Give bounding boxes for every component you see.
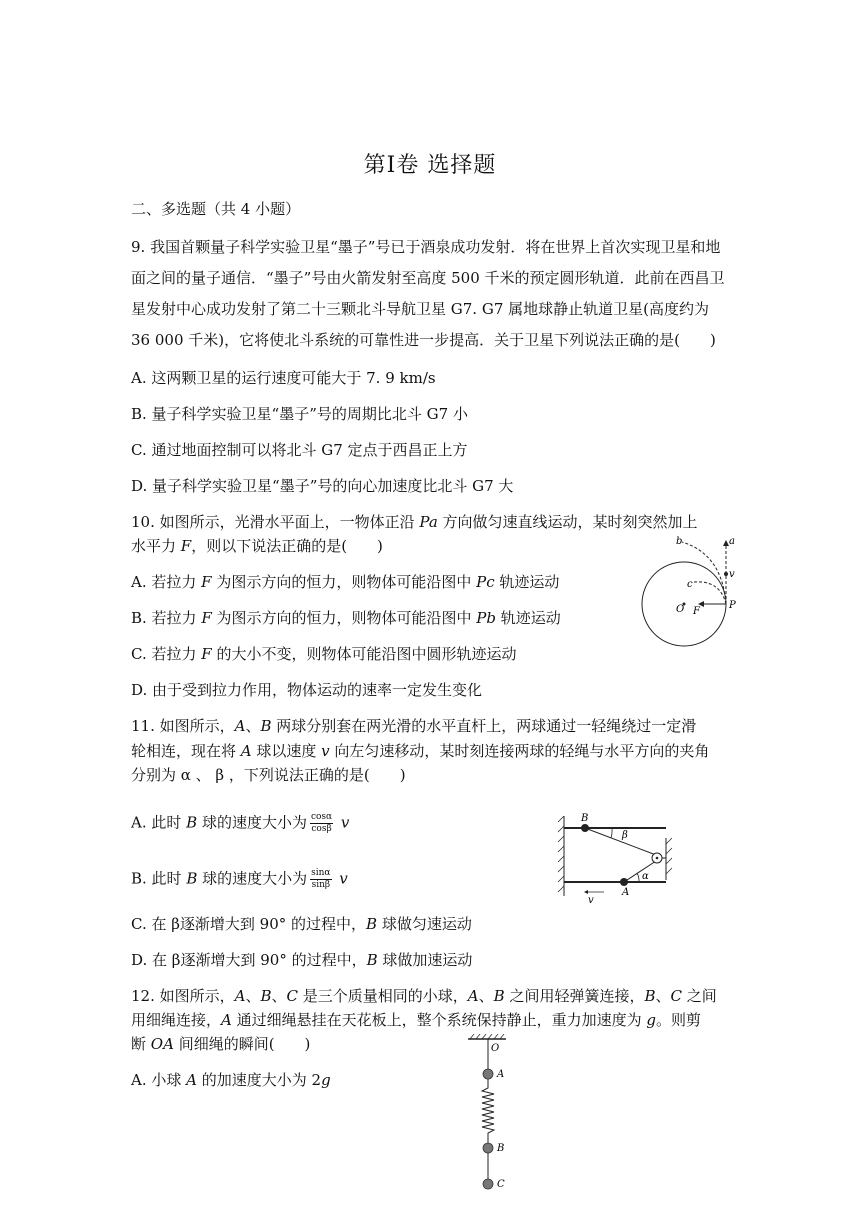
q11-stem-line1: 11. 如图所示，A、B 两球分别套在两光滑的水平直杆上，两球通过一轻绳绕过一定滑 (131, 717, 697, 735)
right-wall-hatch (666, 838, 672, 874)
q9-option-d: D. 量子科学实验卫星“墨子”号的向心加速度比北斗 G7 大 (131, 477, 514, 495)
ball-a (483, 1069, 493, 1079)
q10-stem-line1: 10. 如图所示，光滑水平面上，一物体正沿 Pa 方向做匀速直线运动，某时刻突然加上 (131, 513, 698, 531)
q10-option-a: A. 若拉力 F 为图示方向的恒力，则物体可能沿图中 Pc 轨迹运动 (131, 573, 560, 591)
q12-stem-line2: 用细绳连接，A 通过细绳悬挂在天花板上，整个系统保持静止，重力加速度为 g。则剪 (131, 1011, 702, 1029)
q12-stem-line3: 断 OA 间细绳的瞬间( ) (131, 1035, 311, 1053)
rope-b-pulley (585, 828, 656, 855)
fraction-b: $\frac{\sin\alpha}{\sin\beta}$ (311, 868, 331, 890)
q11-option-c: C. 在 β逐渐增大到 90° 的过程中，B 球做匀速运动 (131, 915, 472, 933)
path-pb (682, 542, 726, 604)
q11-stem-line3: 分别为 α 、 β ，下列说法正确的是( ) (131, 766, 406, 784)
label-b: b (676, 536, 683, 547)
label-c: c (687, 579, 693, 590)
label-c: C (497, 1179, 505, 1190)
rope-a-pulley (624, 861, 656, 882)
section-heading: 二、多选题（共 4 小题） (131, 200, 301, 218)
object-point (724, 572, 728, 576)
q9-stem: 9. 我国首颗量子科学实验卫星“墨子”号已于酒泉成功发射．将在世界上首次实现卫星和地面之间的量子通信．“墨子”号由火箭发射至高度 500 千米的预定圆形轨道．此前在西昌卫星发射中心成功发射了第二十三颗北斗导航卫星 G7. G7 属地球静止轨道卫星(高度约为 36 000 千米)，它将使北斗系统的可靠性进一步提高．关于卫星下列说法正确的是( ) (131, 238, 725, 349)
pulley-axle (656, 857, 659, 860)
label-a: A (622, 887, 630, 898)
left-wall-hatch (558, 816, 564, 892)
q12-option-a: A. 小球 A 的加速度大小为 2g (131, 1071, 331, 1089)
q10-figure (636, 532, 746, 648)
label-a: A (497, 1069, 505, 1080)
q12-stem-line1: 12. 如图所示，A、B、C 是三个质量相同的小球，A、B 之间用轻弹簧连接，B、C 之间 (131, 987, 717, 1005)
q11-option-b: B. 此时 B 球的速度大小为 $\frac{\sin\alpha}{\sin\beta}$ v (131, 868, 348, 890)
fraction-a: $\frac{\cos\alpha}{\cos\beta}$ (310, 812, 333, 834)
label-f: F (693, 606, 700, 617)
q10-option-c: C. 若拉力 F 的大小不变，则物体可能沿图中圆形轨迹运动 (131, 645, 517, 663)
q11-option-d: D. 在 β逐渐增大到 90° 的过程中，B 球做加速运动 (131, 951, 473, 969)
angle-beta-arc (611, 828, 612, 838)
label-beta: β (622, 830, 628, 841)
q10-option-b: B. 若拉力 F 为图示方向的恒力，则物体可能沿图中 Pb 轨迹运动 (131, 609, 561, 627)
ball-c (483, 1179, 493, 1189)
label-o: O (491, 1043, 500, 1054)
q9-option-b: B. 量子科学实验卫星“墨子”号的周期比北斗 G7 小 (131, 405, 468, 423)
velocity-arrowhead-icon (584, 890, 588, 894)
label-b: B (581, 813, 589, 824)
angle-alpha-arc (637, 873, 639, 882)
label-v: v (729, 569, 735, 580)
ball-b (483, 1143, 493, 1153)
ball-b (581, 824, 589, 832)
q9-option-a: A. 这两颗卫星的运行速度可能大于 7. 9 km/s (131, 369, 436, 387)
q10-stem-line2: 水平力 F，则以下说法正确的是( ) (131, 537, 383, 555)
label-b: B (497, 1143, 505, 1154)
page-title: 第Ⅰ卷 选择题 (363, 153, 497, 178)
label-a: a (729, 536, 735, 547)
label-alpha: α (642, 871, 649, 882)
spring-ab (482, 1079, 494, 1144)
q11-option-a: A. 此时 B 球的速度大小为 $\frac{\cos\alpha}{\cos\beta}$ v (131, 812, 350, 834)
q11-figure (556, 810, 676, 906)
label-p: P (729, 600, 736, 611)
label-v: v (588, 895, 594, 906)
q9-option-c: C. 通过地面控制可以将北斗 G7 定点于西昌正上方 (131, 441, 468, 459)
label-o: O (676, 604, 685, 615)
ball-a (620, 878, 628, 886)
q12-figure (466, 1034, 526, 1194)
q10-option-d: D. 由于受到拉力作用，物体运动的速率一定发生变化 (131, 681, 483, 699)
q11-stem-line2: 轮相连，现在将 A 球以速度 v 向左匀速移动，某时刻连接两球的轻绳与水平方向的夹角 (131, 742, 710, 760)
